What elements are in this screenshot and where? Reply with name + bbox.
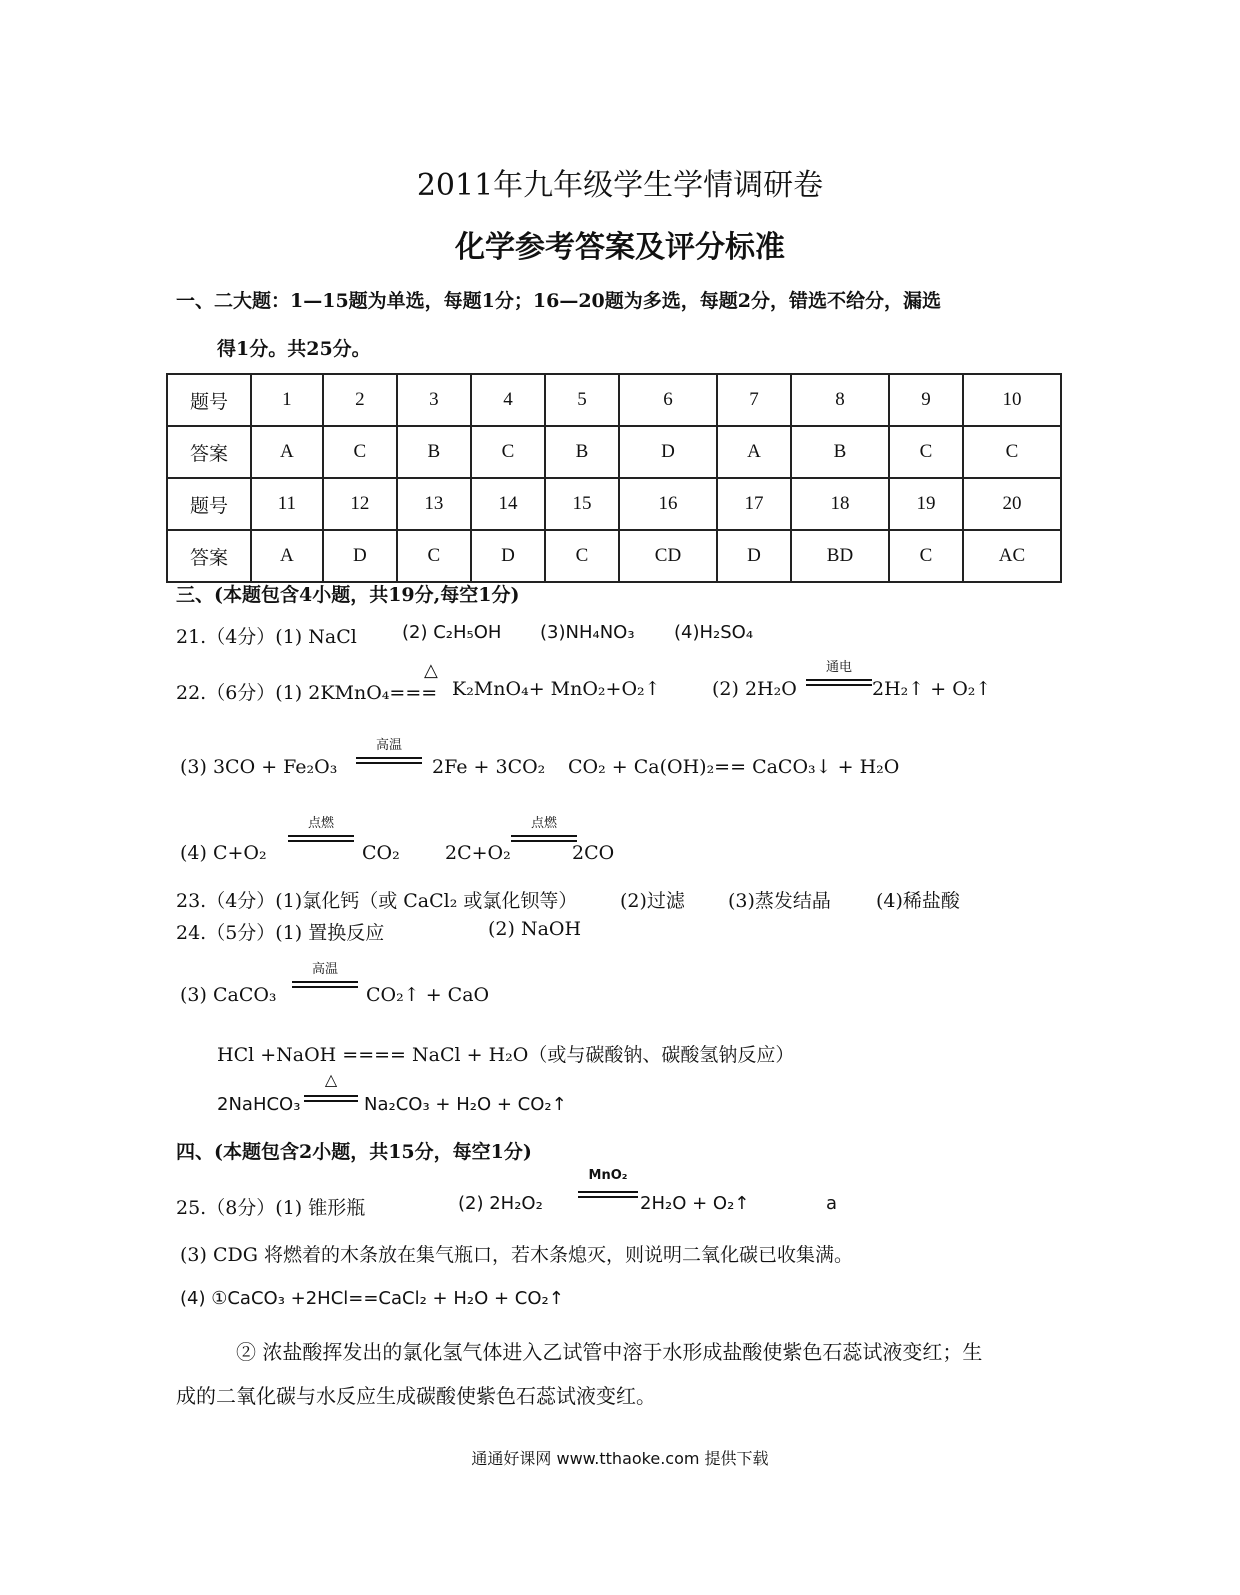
q25-part2-right: 2H₂O + O₂↑: [640, 1193, 750, 1214]
table-cell: C: [889, 426, 963, 478]
table-cell: 15: [545, 478, 619, 530]
q24-eq1-left: (3) CaCO₃: [180, 984, 277, 1006]
q23-part3: (3)蒸发结晶: [728, 890, 831, 912]
q25-part4: (4) ①CaCO₃ +2HCl==CaCl₂ + H₂O + CO₂↑: [180, 1288, 564, 1309]
q22-eq5-right: CO₂: [362, 842, 400, 864]
table-cell: AC: [963, 530, 1061, 582]
q24-part2: (2) NaOH: [488, 918, 582, 940]
table-cell: 13: [397, 478, 471, 530]
table-cell: 3: [397, 374, 471, 426]
q22-eq6-left: 2C+O₂: [445, 842, 511, 864]
table-cell: B: [397, 426, 471, 478]
q24-eq1-right: CO₂↑ + CaO: [366, 984, 490, 1006]
q22-eq2-right: 2H₂↑ + O₂↑: [872, 678, 992, 700]
page-subtitle: 化学参考答案及评分标准: [455, 230, 785, 265]
q21-part3: (3)NH₄NO₃: [540, 622, 635, 643]
table-cell: C: [471, 426, 545, 478]
table-row: [167, 426, 1061, 478]
table-cell: B: [791, 426, 889, 478]
row-label-question: 题号: [167, 374, 251, 426]
q24-eq2: HCl +NaOH ==== NaCl + H₂O（或与碳酸钠、碳酸氢钠反应）: [217, 1044, 795, 1066]
q25-part2-left: (2) 2H₂O₂: [458, 1193, 543, 1214]
table-cell: D: [471, 530, 545, 582]
table-cell: 5: [545, 374, 619, 426]
table-cell: 12: [323, 478, 397, 530]
table-row: [167, 530, 1061, 582]
table-cell: 4: [471, 374, 545, 426]
row-label-answer: 答案: [167, 426, 251, 478]
heat-condition: △: [424, 660, 438, 681]
table-cell: 1: [251, 374, 323, 426]
q24-eq1-arrow: [286, 964, 364, 994]
q22-eq6-right: 2CO: [572, 842, 615, 864]
q21-part4: (4)H₂SO₄: [674, 622, 754, 643]
q21-part2: (2) C₂H₅OH: [402, 622, 502, 643]
condition-label: 点燃: [307, 816, 334, 831]
table-cell: B: [545, 426, 619, 478]
q22-eq2-left: (2) 2H₂O: [712, 678, 797, 700]
table-cell: A: [717, 426, 791, 478]
table-cell: C: [545, 530, 619, 582]
footer: 通通好课网 www.tthaoke.com 提供下载: [471, 1449, 769, 1468]
table-row: [167, 374, 1061, 426]
q22-eq4: CO₂ + Ca(OH)₂== CaCO₃↓ + H₂O: [568, 756, 900, 778]
table-cell: 10: [963, 374, 1061, 426]
q23-part4: (4)稀盐酸: [876, 890, 960, 912]
table-cell: 18: [791, 478, 889, 530]
q24-eq3-arrow: [298, 1070, 364, 1108]
table-cell: 14: [471, 478, 545, 530]
condition-label: 高温: [375, 738, 402, 753]
section-1-instructions: 一、二大题：1—15题为单选，每题1分；16—20题为多选，每题2分，错选不给分，漏选: [176, 290, 941, 312]
table-cell: 6: [619, 374, 717, 426]
q25-part5-line1: ② 浓盐酸挥发出的氯化氢气体进入乙试管中溶于水形成盐酸使紫色石蕊试液变红；生: [236, 1340, 983, 1364]
q22-eq3-left: (3) 3CO + Fe₂O₃: [180, 756, 338, 778]
table-cell: C: [889, 530, 963, 582]
section-4-heading: 四、(本题包含2小题，共15分，每空1分): [176, 1141, 532, 1163]
table-cell: A: [251, 426, 323, 478]
table-cell: BD: [791, 530, 889, 582]
q21-part1: 21.（4分）(1) NaCl: [176, 626, 357, 648]
q25-part3: (3) CDG 将燃着的木条放在集气瓶口，若木条熄灭，则说明二氧化碳已收集满。: [180, 1244, 853, 1266]
table-cell: 20: [963, 478, 1061, 530]
table-cell: D: [323, 530, 397, 582]
q22-eq5-arrow: [282, 818, 360, 848]
table-cell: D: [717, 530, 791, 582]
table-cell: 19: [889, 478, 963, 530]
table-cell: 2: [323, 374, 397, 426]
q22-eq5-left: (4) C+O₂: [180, 842, 267, 864]
q25-part2-arrow: [572, 1168, 644, 1204]
table-cell: C: [397, 530, 471, 582]
q22-eq1-right: K₂MnO₄+ MnO₂+O₂↑: [452, 678, 661, 700]
answer-table: [166, 373, 1062, 583]
q24-eq3-right: Na₂CO₃ + H₂O + CO₂↑: [364, 1094, 567, 1115]
table-cell: 7: [717, 374, 791, 426]
table-cell: 11: [251, 478, 323, 530]
section-3-heading: 三、(本题包含4小题，共19分,每空1分): [176, 584, 520, 606]
q25-part1: 25.（8分）(1) 锥形瓶: [176, 1197, 366, 1219]
table-cell: C: [323, 426, 397, 478]
q22-eq3-arrow: [350, 740, 428, 770]
condition-label: △: [324, 1070, 338, 1089]
q24-part1: 24.（5分）(1) 置换反应: [176, 922, 385, 944]
section-1-total: 得1分。共25分。: [217, 338, 371, 360]
q22-eq3-right: 2Fe + 3CO₂: [432, 756, 546, 778]
row-label-question: 题号: [167, 478, 251, 530]
row-label-answer: 答案: [167, 530, 251, 582]
table-cell: D: [619, 426, 717, 478]
table-cell: A: [251, 530, 323, 582]
table-cell: 9: [889, 374, 963, 426]
table-cell: 17: [717, 478, 791, 530]
table-cell: C: [963, 426, 1061, 478]
q25-part2-extra: a: [826, 1193, 838, 1214]
q22-eq2-arrow: [800, 662, 878, 692]
table-cell: 8: [791, 374, 889, 426]
page-title: 2011年九年级学生学情调研卷: [416, 168, 824, 203]
q23-part2: (2)过滤: [620, 890, 685, 912]
condition-label: 高温: [311, 962, 338, 977]
q23-part1: 23.（4分）(1)氯化钙（或 CaCl₂ 或氯化钡等）: [176, 890, 578, 912]
condition-label: 点燃: [530, 816, 557, 831]
table-cell: CD: [619, 530, 717, 582]
q22-eq1-left: 22.（6分）(1) 2KMnO₄===: [176, 682, 438, 704]
q25-part5-line2: 成的二氧化碳与水反应生成碳酸使紫色石蕊试液变红。: [176, 1384, 656, 1408]
condition-label: 通电: [825, 660, 852, 675]
condition-label: MnO₂: [588, 1168, 628, 1183]
q24-eq3-left: 2NaHCO₃: [217, 1094, 301, 1115]
table-row: [167, 478, 1061, 530]
table-cell: 16: [619, 478, 717, 530]
